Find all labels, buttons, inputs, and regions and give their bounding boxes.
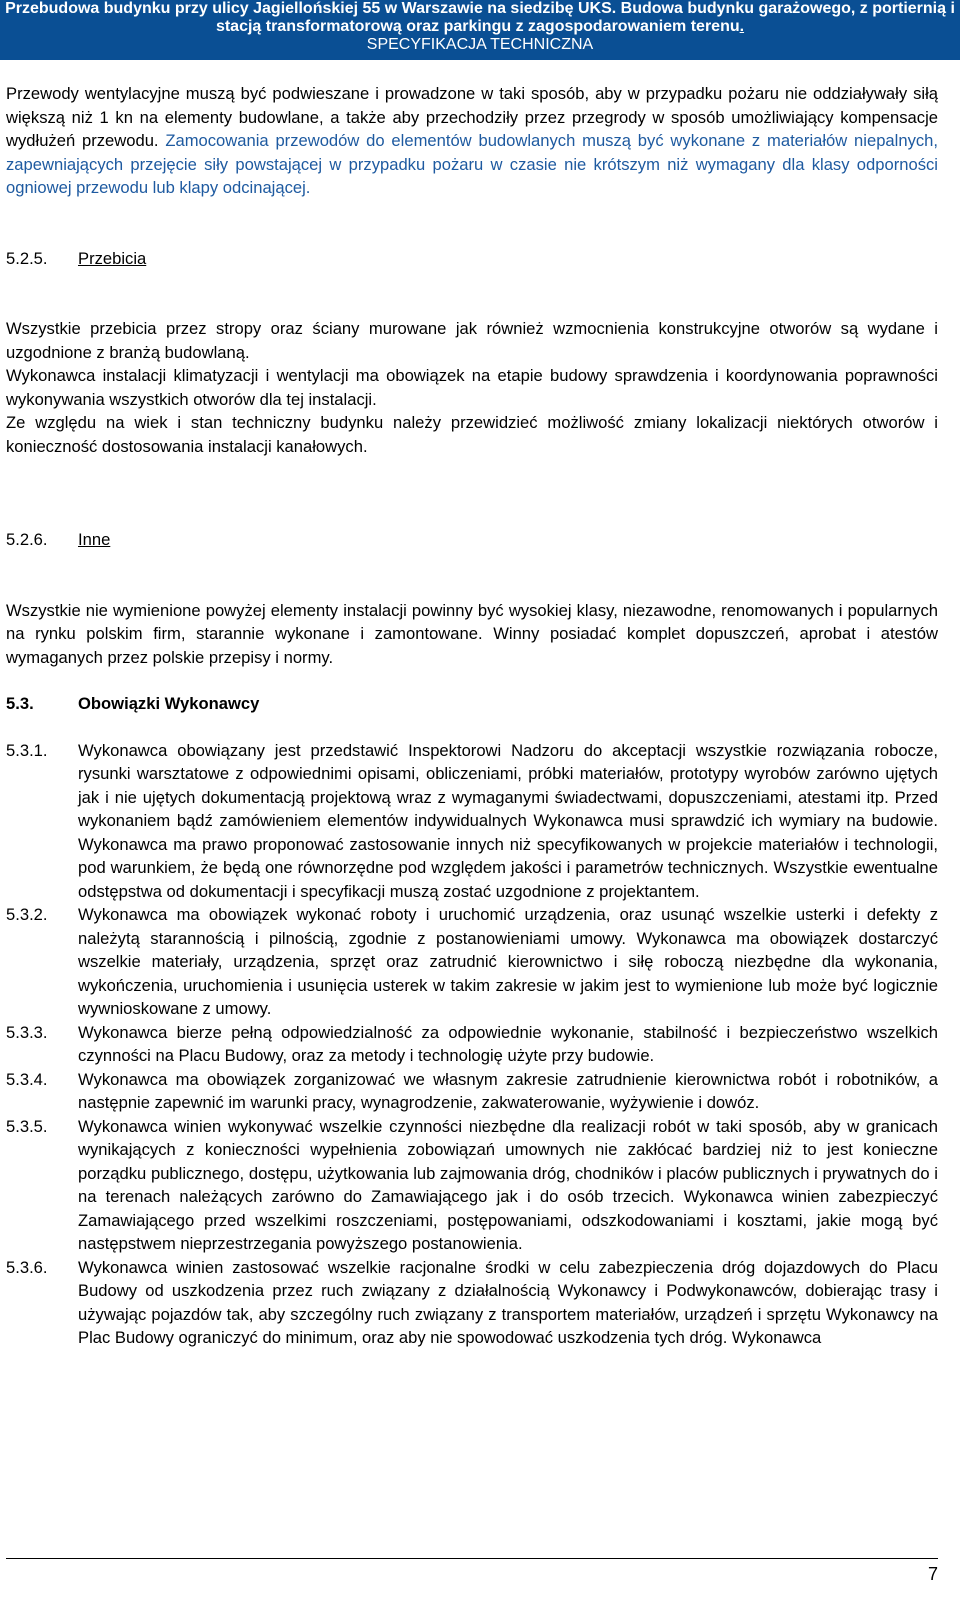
list-item — [6, 739, 938, 904]
footer-divider — [6, 1558, 938, 1559]
item-number: 5.3.4. — [6, 1069, 48, 1089]
item-number: 5.3.6. — [6, 1257, 48, 1277]
item-text: Wykonawca bierze pełną odpowiedzialność za odpowiednie wykonanie, stabilność i bezpieczeństwo wszelkich czynności na Placu Budowy, oraz za metody i technologię użyte przy budowie. — [78, 1022, 938, 1065]
list-item — [6, 1068, 938, 1115]
intro-text-black: Przewody wentylacyjne muszą być podwieszane i prowadzone w taki sposób, aby w przypadku pożaru nie oddziaływały siłą większą niż 1 kn na elementy budowlane, a także aby przechodziły przez przegrody w sposób umożliwiający kompensacje wydłużeń przewodu. — [6, 84, 938, 150]
section-title: Inne — [78, 530, 111, 549]
item-text: Wykonawca ma obowiązek wykonać roboty i uruchomić urządzenia, oraz usunąć wszelkie usterki i defekty z należytą starannością i pilnością, zgodnie z postanowieniami umowy. Wykonawca ma obowiązek dostarczyć wszelkie materiały, urządzenia, sprzęt oraz zatrudnić kierownictwo i siłę roboczą niezbędne dla wykonania, wykończenia, uruchomienia i usunięcia usterek w takim zakresie w jakim jest to wymienione lub może być logicznie wywnioskowane z umowy. — [78, 905, 938, 1018]
header-subtitle-tail: . — [739, 18, 745, 35]
item-text: Wykonawca winien wykonywać wszelkie czynności niezbędne dla realizacji robót w taki sposób, aby w granicach wynikających z konieczności wypełnienia zobowiązań umownych nie zakłócać bardziej niż to jest konieczne porządku publicznego, dostępu, użytkowania lub zajmowania dróg, chodników i placów publicznych i prywatnych do i na terenach należących zarówno do Zamawiającego jak i do osób trzecich. Wykonawca winien zabezpieczyć Zamawiającego przed wszelkimi roszczeniami, postępowaniami, odszkodowaniami i kosztami, jakie mogą być następstwem nieprzestrzegania powyższego postanowienia. — [78, 1116, 938, 1253]
header-project-title: Przebudowa budynku przy ulicy Jagiellońskiej 55 w Warszawie na siedzibę UKS. Budowa budynku garażowego, z portiernią i — [5, 0, 955, 17]
intro-text-blue: Zamocowania przewodów do elementów budowlanych muszą być wykonane z materiałów niepalnych, zapewniających przejęcie siły powstającej w przypadku pożaru w czasie nie krótszym niż wymagany dla klasy odporności ogniowej przewodu lub klapy odcinającej. — [6, 131, 938, 197]
inne-paragraph: Wszystkie nie wymienione powyżej elementy instalacji powinny być wysokiej klasy, niezawodne, renomowanych i popularnych na rynku polskim firm, starannie wykonane i zamontowane. Winny posiadać komplet dopuszczeń, aprobat i atestów wymaganych przez polskie przepisy i normy. — [6, 600, 938, 667]
list-item — [6, 1115, 938, 1256]
section-title: Obowiązki Wykonawcy — [78, 694, 260, 713]
item-text: Wykonawca obowiązany jest przedstawić Inspektorowi Nadzoru do akceptacji wszystkie rozwiązania robocze, rysunki warsztatowe z odpowiednimi opisami, obliczeniami, próbki materiałów, prototypy wyrobów zarówno ujętych jak i nie ujętych dokumentacją projektową wraz z wymaganymi świadectwami, dopuszczeniami, atestami itp. Przed wykonaniem bądź zamówieniem elementów indywidualnych Wykonawca musi sprawdzić ich wymiary na budowie. Wykonawca ma prawo proponować zastosowanie innych niż specyfikowanych w projekcie materiałów i technologii, pod warunkiem, że będą one równorzędne pod względem jakości i parametrów technicznych. Wszystkie ewentualne odstępstwa od dokumentacji i specyfikacji muszą zostać uzgodnione z projektantem. — [78, 740, 938, 901]
list-item — [6, 903, 938, 1021]
item-text: Wykonawca ma obowiązek zorganizować we własnym zakresie zatrudnienie kierownictwa robót i robotników, a następnie zapewnić im warunki pracy, wynagrodzenie, zakwaterowanie, wyżywienie i dowóz. — [78, 1069, 938, 1112]
list-item — [6, 1021, 938, 1068]
section-number: 5.2.6. — [6, 530, 48, 549]
item-number: 5.3.1. — [6, 740, 48, 760]
intro-paragraph — [6, 82, 938, 200]
przebicia-paragraph-1: Wszystkie przebicia przez stropy oraz ściany murowane jak również wzmocnienia konstrukcyjne otworów są wydane i uzgodnione z branżą budowlaną. — [6, 319, 938, 362]
item-text: Wykonawca winien zastosować wszelkie racjonalne środki w celu zabezpieczenia dróg dojazdowych do Placu Budowy od uszkodzenia przez ruch związany z działalnością Wykonawcy i Podwykonawców, dobierając trasy i używając pojazdów tak, aby szczególny ruch związany z transportem materiałów, urządzeń i sprzętu Wykonawcy na Plac Budowy ograniczyć do minimum, oraz aby nie spowodować uszkodzenia tych dróg. Wykonawca — [78, 1257, 938, 1347]
section-number: 5.2.5. — [6, 248, 48, 268]
header-subtitle-text: stacją transformatorową oraz parkingu z zagospodarowaniem terenu — [215, 18, 740, 35]
item-number: 5.3.5. — [6, 1116, 48, 1136]
list-item — [6, 1256, 938, 1350]
header-project-subtitle — [0, 18, 960, 36]
section-5-3-heading — [6, 692, 938, 716]
section-5-2-5-heading — [6, 247, 938, 271]
przebicia-paragraph-3: Ze względu na wiek i stan techniczny budynku należy przewidzieć możliwość zmiany lokalizacji niektórych otworów i konieczność dostosowania instalacji kanałowych. — [6, 413, 938, 456]
section-title: Przebicia — [78, 248, 147, 268]
section-number: 5.3. — [6, 694, 34, 713]
header-doc-type: SPECYFIKACJA TECHNICZNA — [366, 36, 594, 53]
document-body — [6, 82, 938, 1350]
item-number: 5.3.3. — [6, 1022, 48, 1042]
item-number: 5.3.2. — [6, 905, 48, 924]
section-5-2-6-heading — [6, 528, 938, 552]
page-number: 7 — [927, 1564, 938, 1584]
document-header — [0, 0, 960, 60]
przebicia-paragraph-2: Wykonawca instalacji klimatyzacji i wentylacji ma obowiązek na etapie budowy sprawdzenia i koordynowania poprawności wykonywania wszystkich otworów dla tej instalacji. — [6, 366, 938, 409]
